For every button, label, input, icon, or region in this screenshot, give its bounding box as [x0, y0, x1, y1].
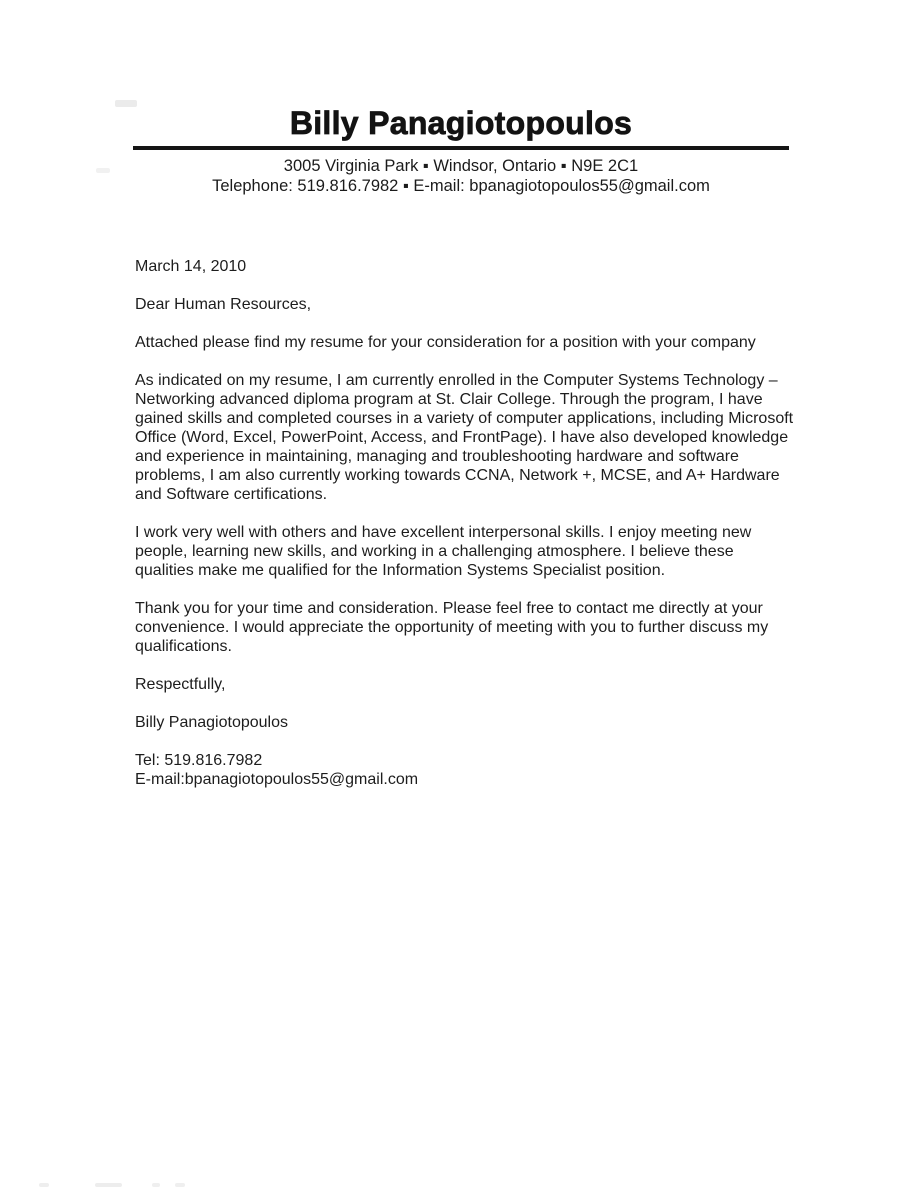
letter-date: March 14, 2010 — [135, 258, 247, 275]
letter-salutation: Dear Human Resources, — [135, 296, 312, 313]
scan-artifact — [115, 100, 137, 107]
letterhead — [133, 104, 789, 196]
letter-body — [135, 257, 795, 808]
letter-paragraph-skills: I work very well with others and have excellent interpersonal skills. I enjoy meeting new people, learning new skills, and working in a challenging atmosphere. I believe these qualities make me qualified for the Information Systems Specialist position. — [135, 524, 752, 579]
scan-artifact — [95, 1183, 122, 1187]
letter-paragraph-thanks: Thank you for your time and consideration. Please feel free to contact me directly at your convenience. I would appreciate the opportunity of meeting with you to further discuss my qualifications. — [135, 600, 769, 655]
letterhead-contact: Telephone: 519.816.7982 ▪ E-mail: bpanagiotopoulos55@gmail.com — [212, 177, 710, 195]
letter-paragraph-intro: Attached please find my resume for your consideration for a position with your company — [135, 334, 756, 351]
letterhead-divider — [133, 146, 789, 150]
letterhead-address: 3005 Virginia Park ▪ Windsor, Ontario ▪ N9E 2C1 — [283, 157, 639, 175]
scan-artifact — [39, 1183, 49, 1187]
letter-paragraph-education: As indicated on my resume, I am currently enrolled in the Computer Systems Technology – Networking advanced diploma program at St. Clair College. Through the program, I have gained skills and completed courses in a variety of computer applications, including Microsoft Office (Word, Excel, PowerPoint, Access, and FrontPage). I have also developed knowledge and experience in maintaining, managing and troubleshooting hardware and software problems, I am also currently working towards CCNA, Network +, MCSE, and A+ Hardware and Software certifications. — [135, 372, 794, 503]
letter-contact-telephone: Tel: 519.816.7982 — [135, 752, 263, 769]
letterhead-name: Billy Panagiotopoulos — [289, 105, 633, 141]
letter-signature: Billy Panagiotopoulos — [135, 714, 288, 731]
letter-contact-email: E-mail:bpanagiotopoulos55@gmail.com — [135, 771, 419, 788]
scan-artifact — [175, 1183, 185, 1187]
letter-closing: Respectfully, — [135, 676, 226, 693]
scan-artifact — [96, 168, 110, 173]
scan-artifact — [152, 1183, 160, 1187]
